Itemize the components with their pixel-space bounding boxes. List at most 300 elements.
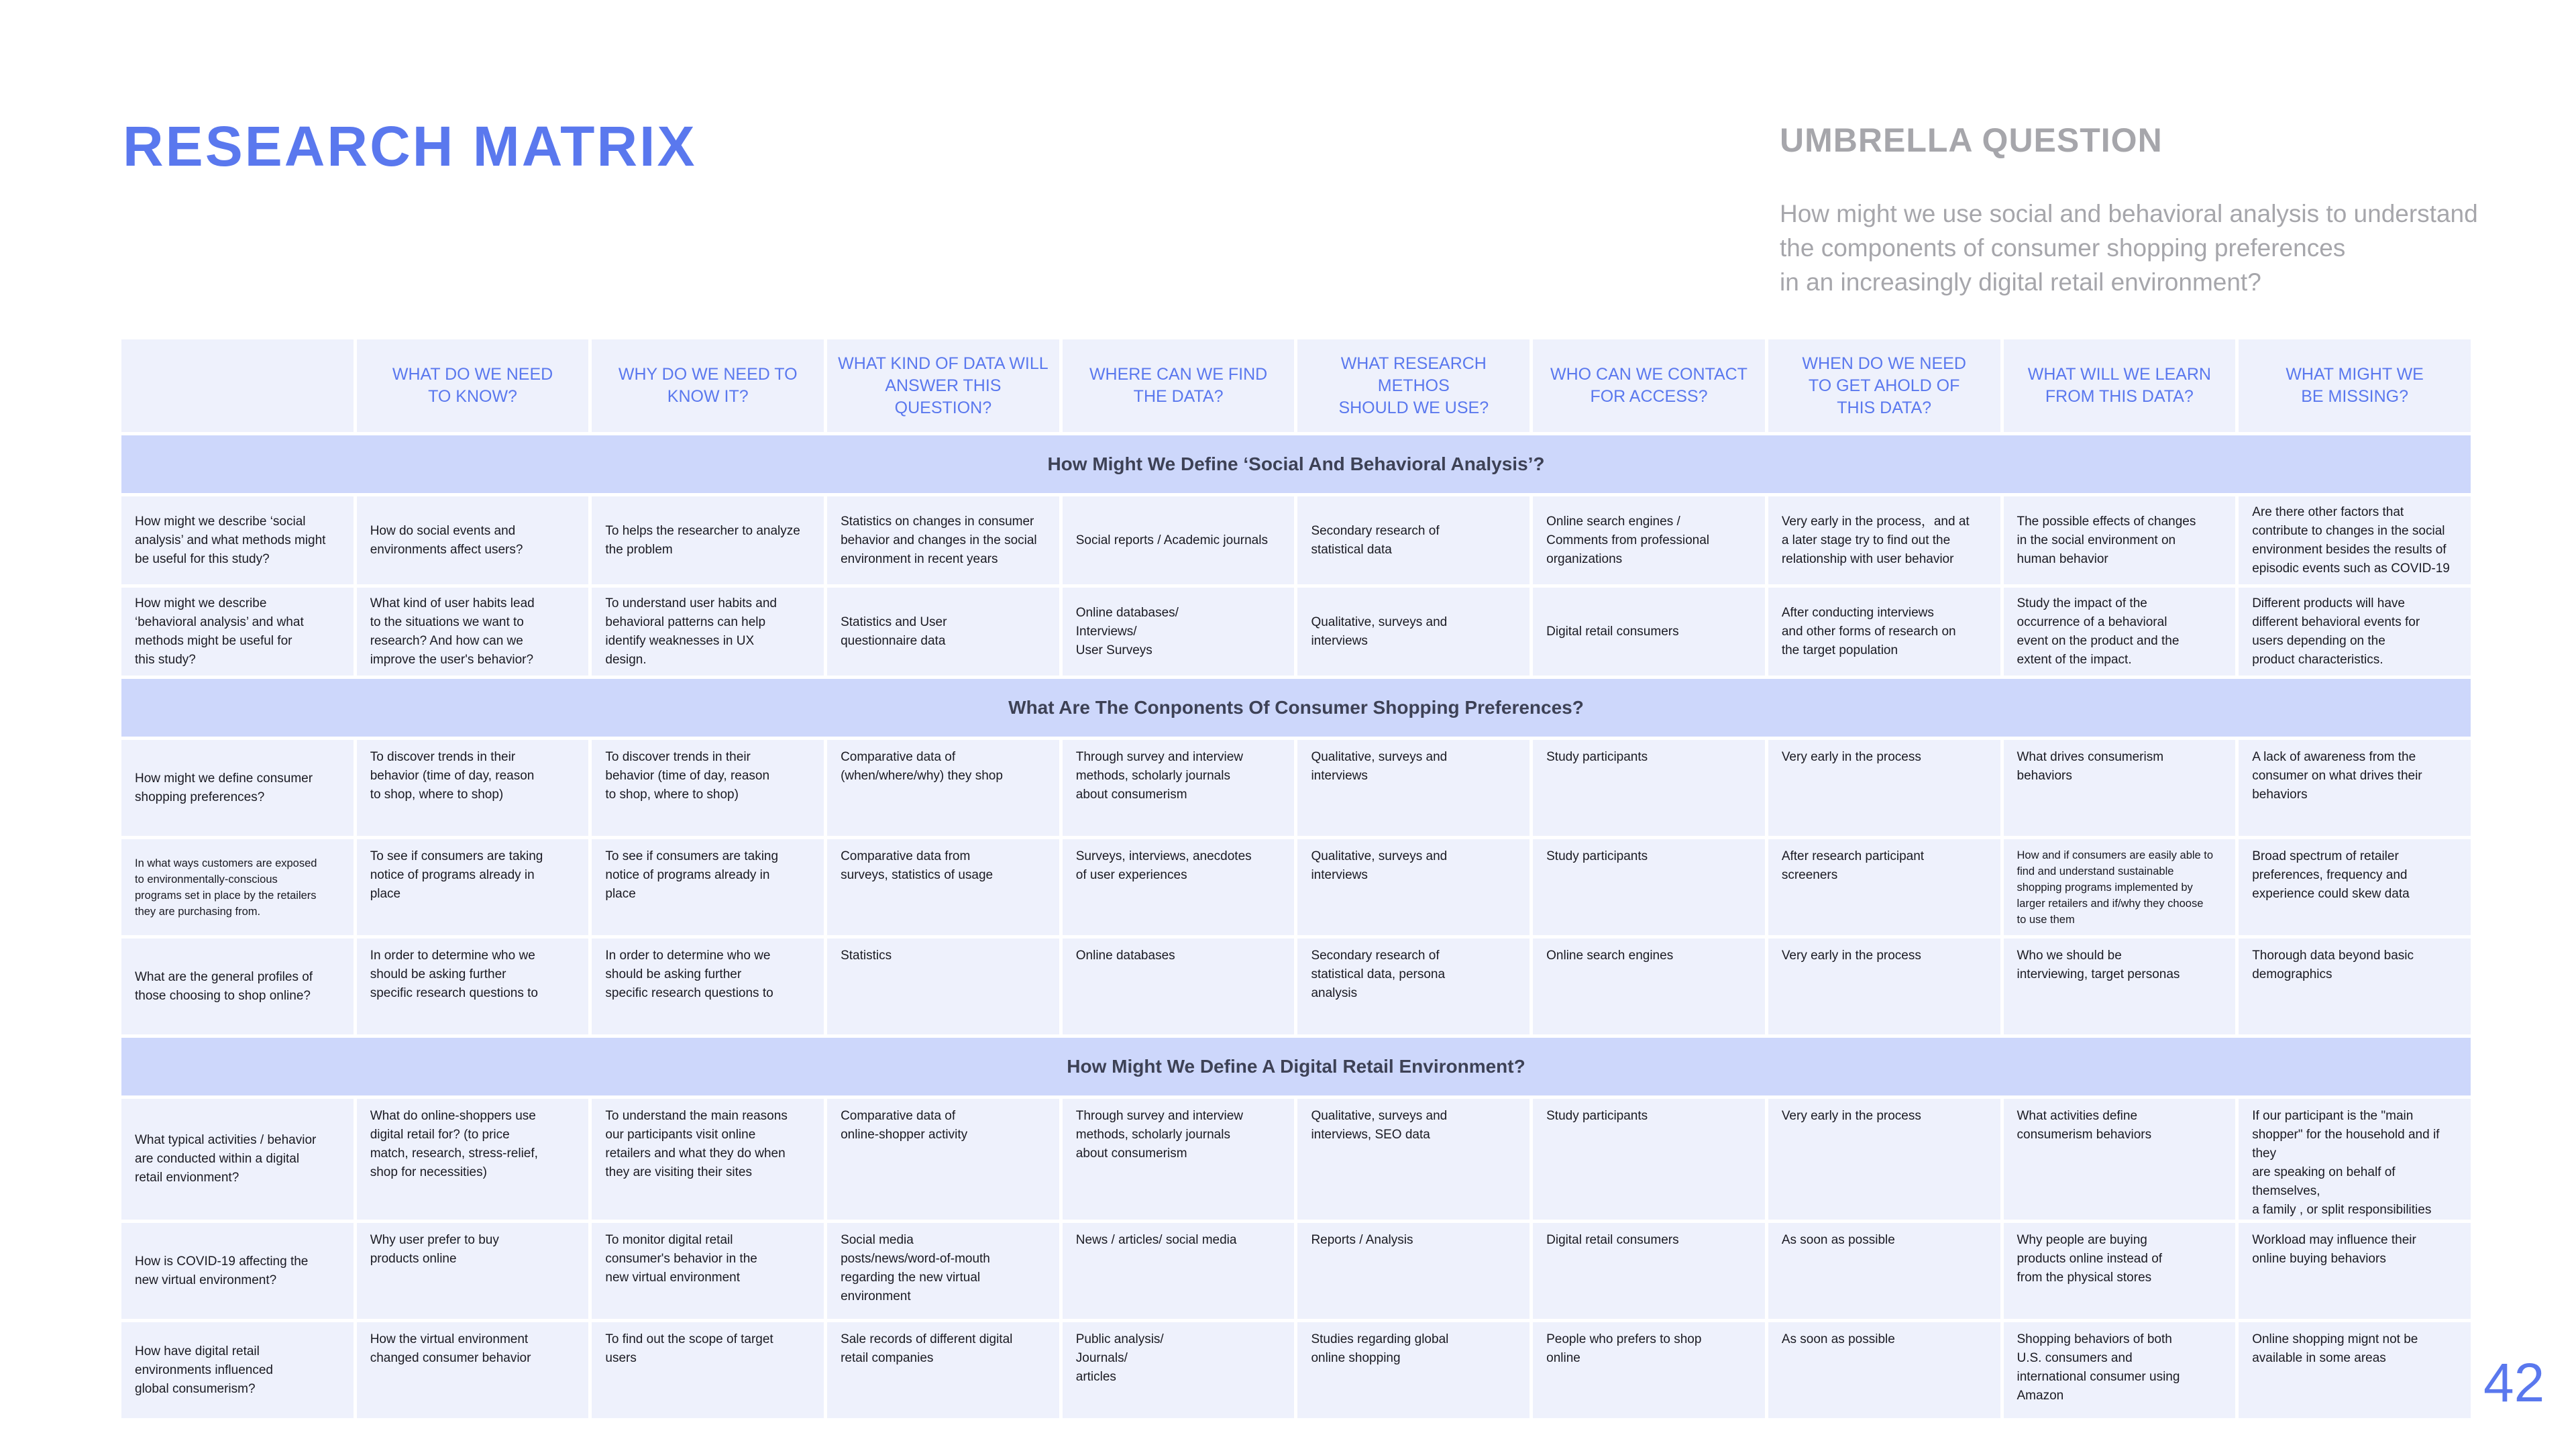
cell-text-line: our participants visit online <box>605 1128 756 1142</box>
cell-text-line: interviews, SEO data <box>1311 1128 1430 1142</box>
table-cell <box>592 1099 824 1223</box>
cell-text-line: are speaking on behalf of themselves, <box>2252 1165 2396 1198</box>
table-cell <box>357 496 589 588</box>
table-cell <box>827 1223 1059 1322</box>
table-cell <box>827 496 1059 588</box>
cell-text-line: in the social environment on <box>2017 533 2176 547</box>
cell-text-line: Social media <box>841 1233 914 1247</box>
cell-text-line: In order to determine who we <box>605 949 771 963</box>
cell-text-line: to shop, where to shop) <box>605 788 739 802</box>
cell-text-line: surveys, statistics of usage <box>841 868 994 882</box>
section-header-row <box>121 1038 2471 1099</box>
cell-text-line: human behavior <box>2017 551 2108 566</box>
cell-text-line: products online instead of <box>2017 1252 2163 1266</box>
row-question-cell <box>121 1322 354 1421</box>
cell-text-line: articles <box>1075 1370 1116 1384</box>
cell-text-line: different behavioral events for <box>2252 614 2420 629</box>
cell-text-line: available in some areas <box>2252 1351 2386 1365</box>
cell-text-line: Qualitative, surveys and <box>1311 750 1448 764</box>
cell-text-line: Statistics on changes in consumer <box>841 514 1034 529</box>
table-cell <box>1063 588 1295 679</box>
column-header-line: WHAT RESEARCH METHOS <box>1340 354 1487 395</box>
cell-text-line: the problem <box>605 542 673 557</box>
row-question-cell <box>121 839 354 938</box>
cell-text-line: Statistics and User <box>841 614 947 629</box>
cell-text-line: behavior (time of day, reason <box>370 769 535 783</box>
row-question-cell <box>121 496 354 588</box>
cell-text-line: contribute to changes in the social <box>2252 523 2445 538</box>
table-cell <box>357 938 589 1038</box>
cell-text-line: should be asking further <box>370 967 506 981</box>
cell-text-line: Very early in the process <box>1781 1109 1921 1123</box>
table-cell <box>1768 1223 2000 1322</box>
table-cell <box>2004 1322 2236 1421</box>
cell-text-line: to use them <box>2017 914 2075 926</box>
cell-text-line: methods, scholarly journals <box>1075 1128 1230 1142</box>
cell-text-line: Amazon <box>2017 1389 2064 1403</box>
cell-text-line: interviews <box>1311 633 1368 648</box>
table-cell <box>357 1223 589 1322</box>
cell-text-line: Comparative data of <box>841 1109 956 1123</box>
cell-text-line: analysis’ and what methods might <box>135 533 326 547</box>
table-cell <box>592 1223 824 1322</box>
cell-text-line: To find out the scope of target <box>605 1332 773 1346</box>
column-header-line: WHEN DO WE NEED <box>1802 354 1966 373</box>
cell-text-line: the target population <box>1781 643 1898 657</box>
column-header <box>1533 339 1765 435</box>
section-title: How Might We Define A Digital Retail Environment? <box>121 1038 2471 1099</box>
cell-text-line: posts/news/word-of-mouth <box>841 1252 990 1266</box>
cell-text-line: Surveys, interviews, anecdotes <box>1075 849 1252 863</box>
table-cell <box>357 839 589 938</box>
cell-text-line: To monitor digital retail <box>605 1233 733 1247</box>
table-cell <box>1768 740 2000 839</box>
cell-text-line: Thorough data beyond basic <box>2252 949 2414 963</box>
cell-text-line: and other forms of research on <box>1781 624 1956 639</box>
cell-text-line: environments affect users? <box>370 542 523 557</box>
cell-text-line: organizations <box>1546 551 1623 566</box>
cell-text-line: environment <box>841 1289 911 1303</box>
table-cell <box>592 938 824 1038</box>
cell-text-line: digital retail for? (to price <box>370 1128 510 1142</box>
table-row <box>121 1223 2471 1322</box>
cell-text-line: U.S. consumers and <box>2017 1351 2133 1365</box>
table-cell <box>2239 1099 2471 1223</box>
cell-text-line: Online search engines / <box>1546 514 1680 529</box>
cell-text-line: screeners <box>1781 868 1838 882</box>
page-title: RESEARCH MATRIX <box>123 115 697 178</box>
table-cell <box>2239 938 2471 1038</box>
cell-text-line: Social reports / Academic journals <box>1075 533 1268 547</box>
cell-text-line: behavioral patterns can help <box>605 614 766 629</box>
table-cell <box>1063 938 1295 1038</box>
cell-text-line: News / articles/ social media <box>1075 1233 1237 1247</box>
column-header-line: SHOULD WE USE? <box>1338 398 1489 417</box>
cell-text-line: ‘behavioral analysis’ and what <box>135 614 304 629</box>
cell-text-line: from the physical stores <box>2017 1271 2152 1285</box>
cell-text-line: relationship with user behavior <box>1781 551 1954 566</box>
cell-text-line: event on the product and the <box>2017 633 2180 648</box>
cell-text-line: online buying behaviors <box>2252 1252 2386 1266</box>
row-question-cell <box>121 740 354 839</box>
cell-text-line: shopper" for the household and if they <box>2252 1128 2440 1161</box>
table-cell <box>1297 938 1529 1038</box>
cell-text-line: they are visiting their sites <box>605 1165 752 1179</box>
cell-text-line: To understand the main reasons <box>605 1109 788 1123</box>
cell-text-line: To discover trends in their <box>605 750 751 764</box>
table-cell <box>2239 740 2471 839</box>
table-row <box>121 1322 2471 1421</box>
cell-text-line: behavior (time of day, reason <box>605 769 770 783</box>
cell-text-line: preferences, frequency and <box>2252 868 2408 882</box>
column-header-line: TO KNOW? <box>428 387 517 406</box>
cell-text-line: Online databases/ <box>1075 605 1179 620</box>
cell-text-line: What typical activities / behavior <box>135 1133 317 1147</box>
cell-text-line: What kind of user habits lead <box>370 596 535 610</box>
cell-text-line: notice of programs already in <box>605 868 770 882</box>
cell-text-line: be useful for this study? <box>135 551 270 566</box>
cell-text-line: Why user prefer to buy <box>370 1233 499 1247</box>
cell-text-line: Comments from professional <box>1546 533 1709 547</box>
cell-text-line: environments influenced <box>135 1362 273 1377</box>
cell-text-line: find and understand sustainable <box>2017 865 2174 877</box>
research-matrix-table <box>118 339 2474 1421</box>
section-title: How Might We Define ‘Social And Behavioral Analysis’? <box>121 435 2471 496</box>
cell-text-line: Very early in the process <box>1781 750 1921 764</box>
cell-text-line: As soon as possible <box>1781 1233 1895 1247</box>
cell-text-line: Comparative data of <box>841 750 956 764</box>
column-header <box>1297 339 1529 435</box>
table-cell <box>357 1099 589 1223</box>
cell-text-line: consumer's behavior in the <box>605 1252 757 1266</box>
page-number: 42 <box>2483 1352 2545 1413</box>
cell-text-line: notice of programs already in <box>370 868 535 882</box>
column-header-line: WHAT KIND OF DATA WILL <box>838 354 1049 373</box>
column-header-line: WHERE CAN WE FIND <box>1089 365 1268 384</box>
cell-text-line: environment besides the results of <box>2252 542 2447 557</box>
cell-text-line: retail companies <box>841 1351 934 1365</box>
table-cell <box>1297 740 1529 839</box>
table-cell <box>2004 740 2236 839</box>
table-cell <box>1297 588 1529 679</box>
column-header <box>2239 339 2471 435</box>
cell-text-line: interviews <box>1311 868 1368 882</box>
cell-text-line: a later stage try to find out the <box>1781 533 1951 547</box>
cell-text-line: Broad spectrum of retailer <box>2252 849 2399 863</box>
table-cell <box>357 588 589 679</box>
cell-text-line: identify weaknesses in UX <box>605 633 755 648</box>
cell-text-line: shopping programs implemented by <box>2017 881 2193 894</box>
table-cell <box>2239 839 2471 938</box>
table-cell <box>1063 1223 1295 1322</box>
cell-text-line: Qualitative, surveys and <box>1311 1109 1448 1123</box>
table-cell <box>592 740 824 839</box>
cell-text-line: consumer on what drives their <box>2252 769 2422 783</box>
cell-text-line: After conducting interviews <box>1781 605 1934 620</box>
cell-text-line: place <box>605 887 636 901</box>
umbrella-line: the components of consumer shopping preferences <box>1780 234 2346 262</box>
table-cell <box>1533 938 1765 1038</box>
column-header <box>1768 339 2000 435</box>
cell-text-line: Public analysis/ <box>1075 1332 1164 1346</box>
table-cell <box>827 938 1059 1038</box>
table-cell <box>2004 1223 2236 1322</box>
table-row <box>121 938 2471 1038</box>
cell-text-line: behaviors <box>2017 769 2072 783</box>
column-header-line: KNOW IT? <box>667 387 749 406</box>
cell-text-line: product characteristics. <box>2252 652 2383 667</box>
column-header-line: FROM THIS DATA? <box>2045 387 2194 406</box>
table-row <box>121 839 2471 938</box>
column-header <box>2004 339 2236 435</box>
table-cell <box>2004 839 2236 938</box>
cell-text-line: design. <box>605 652 647 667</box>
table-cell <box>592 496 824 588</box>
cell-text-line: to the situations we want to <box>370 614 524 629</box>
table-cell <box>1063 496 1295 588</box>
cell-text-line: they are purchasing from. <box>135 905 261 918</box>
cell-text-line: behaviors <box>2252 788 2308 802</box>
table-cell <box>357 1322 589 1421</box>
cell-text-line: specific research questions to <box>605 986 773 1000</box>
cell-text-line: products online <box>370 1252 457 1266</box>
table-cell <box>357 740 589 839</box>
cell-text-line: experience could skew data <box>2252 887 2410 901</box>
cell-text-line: As soon as possible <box>1781 1332 1895 1346</box>
table-cell <box>827 740 1059 839</box>
cell-text-line: (when/where/why) they shop <box>841 769 1003 783</box>
cell-text-line: online shopping <box>1311 1351 1401 1365</box>
table-row <box>121 1099 2471 1223</box>
cell-text-line: Digital retail consumers <box>1546 1233 1679 1247</box>
cell-text-line: shop for necessities) <box>370 1165 487 1179</box>
cell-text-line: In what ways customers are exposed <box>135 857 317 869</box>
column-header <box>827 339 1059 435</box>
cell-text-line: users <box>605 1351 637 1365</box>
column-header-line: WHY DO WE NEED TO <box>618 365 798 384</box>
cell-text-line: A lack of awareness from the <box>2252 750 2416 764</box>
cell-text-line: methods, scholarly journals <box>1075 769 1230 783</box>
cell-text-line: consumerism behaviors <box>2017 1128 2152 1142</box>
cell-text-line: those choosing to shop online? <box>135 988 311 1003</box>
table-cell <box>1768 588 2000 679</box>
table-cell <box>1297 1322 1529 1421</box>
cell-text-line: specific research questions to <box>370 986 538 1000</box>
table-cell <box>2239 1322 2471 1421</box>
cell-text-line: Study participants <box>1546 1109 1648 1123</box>
table-cell <box>1768 938 2000 1038</box>
cell-text-line: To see if consumers are taking <box>370 849 543 863</box>
column-header-line: WHAT DO WE NEED <box>392 365 553 384</box>
table-cell <box>592 1322 824 1421</box>
table-cell <box>1063 839 1295 938</box>
cell-text-line: global consumerism? <box>135 1381 256 1396</box>
section-header-row <box>121 435 2471 496</box>
cell-text-line: retail envionment? <box>135 1171 239 1185</box>
cell-text-line: demographics <box>2252 967 2332 981</box>
cell-text-line: To discover trends in their <box>370 750 516 764</box>
cell-text-line: Different products will have <box>2252 596 2405 610</box>
cell-text-line: programs set in place by the retailers <box>135 889 317 902</box>
cell-text-line: Study participants <box>1546 849 1648 863</box>
cell-text-line: To helps the researcher to analyze <box>605 523 800 538</box>
cell-text-line: Through survey and interview <box>1075 750 1243 764</box>
cell-text-line: Online shopping mignt not be <box>2252 1332 2418 1346</box>
cell-text-line: new virtual environment? <box>135 1273 277 1287</box>
cell-text-line: What are the general profiles of <box>135 969 313 984</box>
cell-text-line: To understand user habits and <box>605 596 777 610</box>
column-header-line: THIS DATA? <box>1837 398 1932 417</box>
column-header-row <box>121 339 2471 435</box>
cell-text-line: Statistics <box>841 949 892 963</box>
cell-text-line: statistical data, persona <box>1311 967 1446 981</box>
cell-text-line: How do social events and <box>370 523 516 538</box>
table-cell <box>1533 1322 1765 1421</box>
cell-text-line: Online databases <box>1075 949 1175 963</box>
cell-text-line: Why people are buying <box>2017 1233 2147 1247</box>
cell-text-line: to shop, where to shop) <box>370 788 504 802</box>
column-header-line: BE MISSING? <box>2301 387 2408 406</box>
table-cell <box>2239 1223 2471 1322</box>
table-cell <box>1297 1099 1529 1223</box>
cell-text-line: User Surveys <box>1075 643 1152 657</box>
cell-text-line: research? And how can we <box>370 633 523 648</box>
table-cell <box>1063 740 1295 839</box>
cell-text-line: improve the user's behavior? <box>370 652 534 667</box>
cell-text-line: Study the impact of the <box>2017 596 2147 610</box>
table-cell <box>1297 496 1529 588</box>
cell-text-line: online <box>1546 1351 1580 1365</box>
table-cell <box>1768 496 2000 588</box>
cell-text-line: Digital retail consumers <box>1546 624 1679 639</box>
row-question-cell <box>121 1223 354 1322</box>
table-cell <box>1533 740 1765 839</box>
cell-text-line: Workload may influence their <box>2252 1233 2416 1247</box>
cell-text-line: changed consumer behavior <box>370 1351 531 1365</box>
table-cell <box>1297 1223 1529 1322</box>
cell-text-line: questionnaire data <box>841 633 946 648</box>
cell-text-line: Qualitative, surveys and <box>1311 614 1448 629</box>
cell-text-line: about consumerism <box>1075 1146 1187 1161</box>
table-cell <box>1063 1099 1295 1223</box>
row-question-cell <box>121 938 354 1038</box>
cell-text-line: What drives consumerism <box>2017 750 2164 764</box>
cell-text-line: How might we describe <box>135 596 267 610</box>
cell-text-line: episodic events such as COVID-19 <box>2252 561 2450 576</box>
cell-text-line: about consumerism <box>1075 788 1187 802</box>
table-cell <box>2004 1099 2236 1223</box>
column-header-line: TO GET AHOLD OF <box>1808 376 1960 395</box>
cell-text-line: match, research, stress-relief, <box>370 1146 538 1161</box>
cell-text-line: The possible effects of changes <box>2017 514 2196 529</box>
cell-text-line: Are there other factors that <box>2252 504 2404 519</box>
corner-header-cell <box>121 339 354 435</box>
table-cell <box>1768 839 2000 938</box>
cell-text-line: How is COVID-19 affecting the <box>135 1254 309 1269</box>
cell-text-line: How might we define consumer <box>135 771 313 786</box>
cell-text-line: shopping preferences? <box>135 790 265 804</box>
cell-text-line: How the virtual environment <box>370 1332 529 1346</box>
cell-text-line: Reports / Analysis <box>1311 1233 1413 1247</box>
table-cell <box>1297 839 1529 938</box>
umbrella-question-text <box>1780 197 2531 299</box>
cell-text-line: To see if consumers are taking <box>605 849 779 863</box>
cell-text-line: How have digital retail <box>135 1344 260 1358</box>
section-title: What Are The Conponents Of Consumer Shopping Preferences? <box>121 679 2471 740</box>
table-row <box>121 496 2471 588</box>
umbrella-question-heading: UMBRELLA QUESTION <box>1780 121 2163 159</box>
cell-text-line: are conducted within a digital <box>135 1152 300 1166</box>
table-row <box>121 740 2471 839</box>
table-cell <box>1533 839 1765 938</box>
table-cell <box>827 1099 1059 1223</box>
cell-text-line: People who prefers to shop <box>1546 1332 1702 1346</box>
table-cell <box>592 588 824 679</box>
cell-text-line: Studies regarding global <box>1311 1332 1449 1346</box>
cell-text-line: Journals/ <box>1075 1351 1128 1365</box>
column-header <box>592 339 824 435</box>
umbrella-line: How might we use social and behavioral analysis to understand <box>1780 200 2478 227</box>
cell-text-line: international consumer using <box>2017 1370 2180 1384</box>
table-cell <box>2239 496 2471 588</box>
table-cell <box>2239 588 2471 679</box>
cell-text-line: Online search engines <box>1546 949 1674 963</box>
cell-text-line: Study participants <box>1546 750 1648 764</box>
column-header <box>357 339 589 435</box>
cell-text-line: regarding the new virtual <box>841 1271 981 1285</box>
cell-text-line: In order to determine who we <box>370 949 535 963</box>
cell-text-line: should be asking further <box>605 967 742 981</box>
cell-text-line: larger retailers and if/why they choose <box>2017 898 2204 910</box>
column-header-line: ANSWER THIS QUESTION? <box>885 376 1002 417</box>
cell-text-line: this study? <box>135 652 196 667</box>
cell-text-line: Comparative data from <box>841 849 971 863</box>
row-question-cell <box>121 588 354 679</box>
cell-text-line: Interviews/ <box>1075 624 1137 639</box>
table-cell <box>1768 1322 2000 1421</box>
column-header-line: WHAT WILL WE LEARN <box>2027 365 2211 384</box>
cell-text-line: methods might be useful for <box>135 633 292 648</box>
table-cell <box>592 839 824 938</box>
table-cell <box>2004 496 2236 588</box>
table-cell <box>827 839 1059 938</box>
cell-text-line: Shopping behaviors of both <box>2017 1332 2172 1346</box>
cell-text-line: What activities define <box>2017 1109 2138 1123</box>
column-header <box>1063 339 1295 435</box>
table-cell <box>1533 1223 1765 1322</box>
table-row <box>121 588 2471 679</box>
cell-text-line: Sale records of different digital <box>841 1332 1013 1346</box>
cell-text-line: extent of the impact. <box>2017 652 2132 667</box>
cell-text-line: occurrence of a behavioral <box>2017 614 2167 629</box>
cell-text-line: interviews <box>1311 769 1368 783</box>
cell-text-line: Who we should be <box>2017 949 2122 963</box>
cell-text-line: place <box>370 887 401 901</box>
cell-text-line: Secondary research of <box>1311 523 1440 538</box>
column-header-line: WHO CAN WE CONTACT <box>1550 365 1748 384</box>
cell-text-line: How might we describe ‘social <box>135 514 306 529</box>
cell-text-line: Very early in the process <box>1781 949 1921 963</box>
cell-text-line: of user experiences <box>1075 868 1187 882</box>
cell-text-line: a family , or split responsibilities <box>2252 1203 2432 1217</box>
table-cell <box>1533 1099 1765 1223</box>
column-header-line: THE DATA? <box>1133 387 1224 406</box>
table-cell <box>1063 1322 1295 1421</box>
table-cell <box>1533 496 1765 588</box>
row-question-cell <box>121 1099 354 1223</box>
cell-text-line: to environmentally-conscious <box>135 873 278 885</box>
cell-text-line: behavior and changes in the social <box>841 533 1037 547</box>
